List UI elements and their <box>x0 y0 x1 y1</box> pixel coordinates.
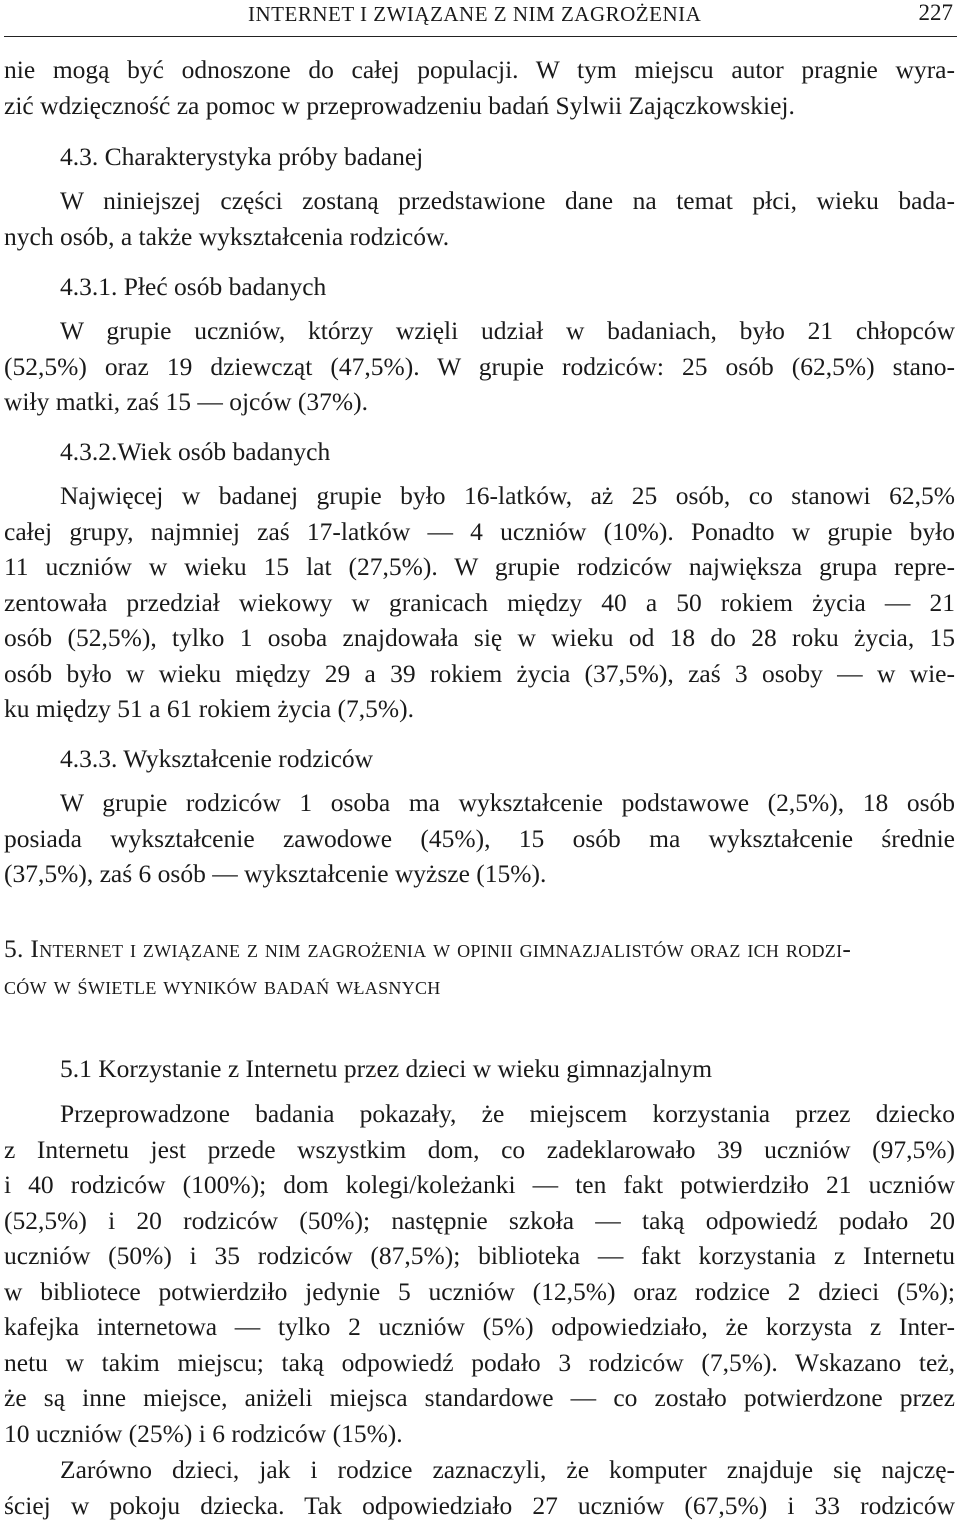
computer-location-paragraph <box>4 1452 955 1523</box>
text-line: wiły matki, zaś 15 — ojców (37%). <box>4 387 369 416</box>
text-line: ku między 51 a 61 rokiem życia (7,5%). <box>4 694 414 723</box>
text-line: całej grupy, najmniej zaś 17-latków — 4 uczniów (10%). Ponadto w grupie było <box>4 516 955 546</box>
text-line: osób (52,5%), tylko 1 osoba znajdowała się w wieku od 18 do 28 roku życia, 15 <box>4 623 955 652</box>
text-line: i 40 rodziców (100%); dom kolegi/koleżanki — ten fakt potwierdziło 21 uczniów <box>4 1170 955 1199</box>
sample-paragraph <box>4 183 955 254</box>
section-heading-age: 4.3.2.Wiek osób badanych <box>60 437 331 466</box>
text-line: zentowała przedział wiekowy w granicach między 40 a 50 rokiem życia — 21 <box>4 587 955 617</box>
text-line: (37,5%), zaś 6 osób — wykształcenie wyższe (15%). <box>4 859 547 888</box>
text-line: nie mogą być odnoszone do całej populacji. W tym miejscu autor pragnie wyra- <box>4 55 955 84</box>
text-line: 10 uczniów (25%) i 6 rodziców (15%). <box>4 1418 403 1448</box>
text-line: że są inne miejsce, aniżeli miejsca standardowe — co zostało potwierdzone przez <box>4 1383 955 1412</box>
text-line: Przeprowadzone badania pokazały, że miejscem korzystania przez dziecko <box>60 1099 955 1128</box>
text-line: (52,5%) oraz 19 dziewcząt (47,5%). W grupie rodziców: 25 osób (62,5%) stano- <box>4 351 955 381</box>
text-line: ściej w pokoju dziecka. Tak odpowiedziało 27 uczniów (67,5%) i 33 rodziców <box>4 1490 955 1520</box>
text-line: netu w takim miejscu; taką odpowiedź podało 3 rodziców (7,5%). Wskazano też, <box>4 1347 955 1377</box>
text-line: posiada wykształcenie zawodowe (45%), 15 osób ma wykształcenie średnie <box>4 823 955 853</box>
section-heading-education: 4.3.3. Wykształcenie rodziców <box>60 744 374 773</box>
text-line: (52,5%) i 20 rodziców (50%); następnie szkoła — taką odpowiedź podało 20 <box>4 1205 955 1235</box>
chapter-heading-line: 5. Internet i związane z nim zagrożenia w opinii gimnazjalistów oraz ich rodzi- <box>4 934 852 963</box>
gender-paragraph <box>4 313 955 420</box>
page-header <box>4 0 957 37</box>
text-line: w bibliotece potwierdziło jedynie 5 uczniów (12,5%) oraz rodzice 2 dzieci (5%); <box>4 1276 955 1306</box>
text-line: nych osób, a także wykształcenia rodziców. <box>4 221 450 251</box>
text-line: uczniów (50%) i 35 rodziców (87,5%); biblioteka — fakt korzystania z Internetu <box>4 1241 955 1270</box>
age-paragraph <box>4 478 955 727</box>
text-line: W niniejszej części zostaną przedstawione dane na temat płci, wieku bada- <box>60 186 955 215</box>
internet-use-paragraph <box>4 1096 955 1451</box>
chapter-heading-line: ców w świetle wyników badań własnych <box>4 971 441 1000</box>
text-line: W grupie rodziców 1 osoba ma wykształcenie podstawowe (2,5%), 18 osób <box>60 788 955 817</box>
text-line: 11 uczniów w wieku 15 lat (27,5%). W grupie rodziców największa grupa repre- <box>4 552 955 581</box>
section-heading-internet-use: 5.1 Korzystanie z Internetu przez dzieci w wieku gimnazjalnym <box>60 1054 713 1083</box>
text-line: kafejka internetowa — tylko 2 uczniów (5%) odpowiedziało, że korzysta z Inter- <box>4 1312 955 1341</box>
text-line: zić wdzięczność za pomoc w przeprowadzeniu badań Sylwii Zajączkowskiej. <box>4 90 795 120</box>
section-heading-gender: 4.3.1. Płeć osób badanych <box>60 272 327 301</box>
section-heading-sample: 4.3. Charakterystyka próby badanej <box>60 142 424 171</box>
page-number: 227 <box>918 0 953 25</box>
text-line: W grupie uczniów, którzy wzięli udział w badaniach, było 21 chłopców <box>60 316 955 345</box>
education-paragraph <box>4 785 955 892</box>
intro-paragraph <box>4 52 955 123</box>
running-head: INTERNET I ZWIĄZANE Z NIM ZAGROŻENIA <box>248 2 702 26</box>
text-line: Najwięcej w badanej grupie było 16-latków, aż 25 osób, co stanowi 62,5% <box>60 481 955 510</box>
text-line: z Internetu jest przede wszystkim dom, co zadeklarowało 39 uczniów (97,5%) <box>4 1134 955 1164</box>
text-line: osób było w wieku między 29 a 39 rokiem życia (37,5%), zaś 3 osoby — w wie- <box>4 658 955 688</box>
chapter-heading <box>4 930 955 1004</box>
text-line: Zarówno dzieci, jak i rodzice zaznaczyli, że komputer znajduje się najczę- <box>60 1455 955 1484</box>
